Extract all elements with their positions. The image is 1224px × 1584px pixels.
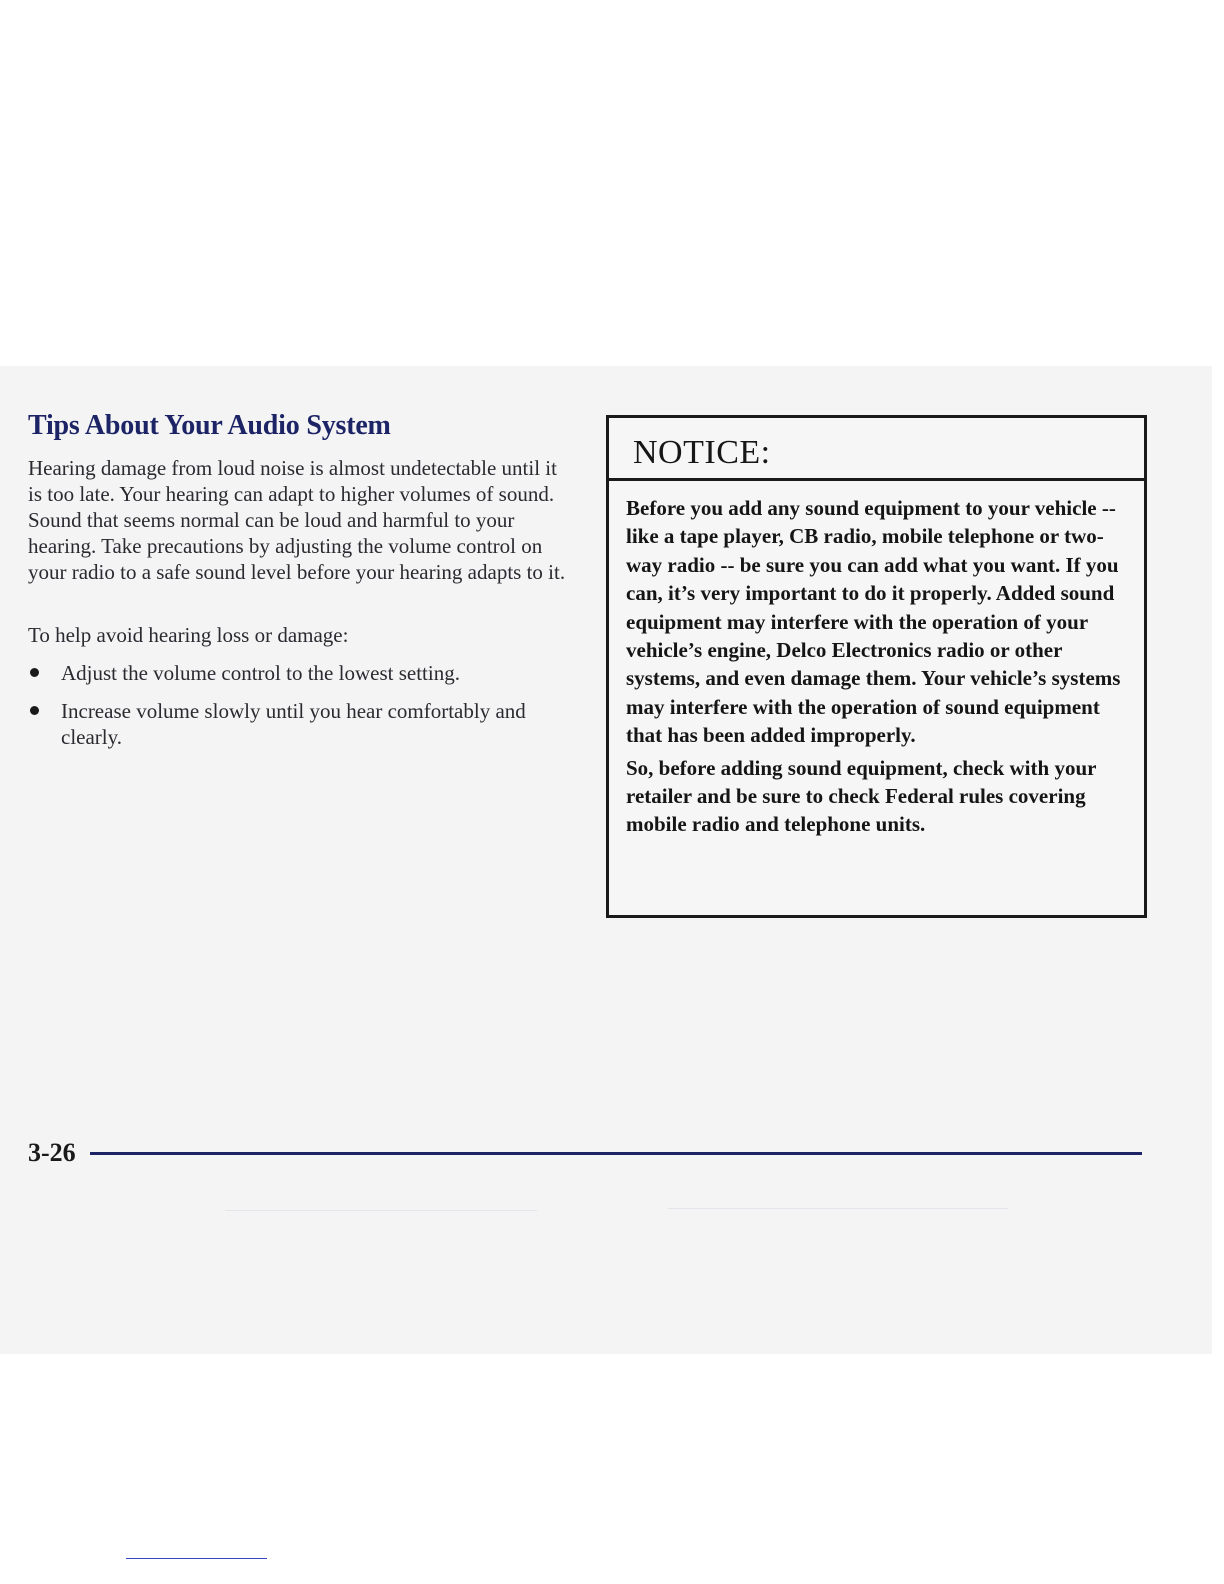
notice-header	[609, 418, 1144, 481]
bullet-lead-in: To help avoid hearing loss or damage:	[28, 623, 349, 647]
notice-paragraph: Before you add any sound equipment to your vehicle -- like a tape player, CB radio, mobile telephone or two-way radio -- be sure you can add what you want. If you can, it’s very important to do it properly. Added sound equipment may interfere with the operation of your vehicle’s engine, Delco Electronics radio or other systems, and even damage them. Your vehicle’s systems may interfere with the operation of sound equipment that has been added improperly.	[626, 496, 1121, 748]
notice-title: NOTICE:	[633, 434, 771, 471]
bullet-icon	[30, 706, 39, 715]
bottom-underline	[126, 1558, 267, 1559]
tips-list	[28, 660, 568, 762]
notice-box	[606, 415, 1147, 918]
list-item-text: Increase volume slowly until you hear comfortably and clearly.	[61, 699, 526, 749]
faint-divider	[225, 1210, 537, 1211]
list-item	[28, 660, 568, 686]
notice-paragraph: So, before adding sound equipment, check with your retailer and be sure to check Federal rules covering mobile radio and telephone units.	[626, 755, 1097, 837]
faint-divider	[668, 1208, 1008, 1209]
page-number: 3-26	[28, 1138, 76, 1167]
notice-body	[609, 481, 1144, 839]
section-title: Tips About Your Audio System	[28, 410, 391, 441]
footer-rule	[90, 1152, 1142, 1155]
list-item	[28, 698, 568, 750]
list-item-text: Adjust the volume control to the lowest setting.	[61, 661, 460, 685]
intro-paragraph: Hearing damage from loud noise is almost undetectable until it is too late. Your hearing can adapt to higher volumes of sound. Sound that seems normal can be loud and harmful to your hearing. Take precautions by adjusting the volume control on your radio to a safe sound level before your hearing adapts to it.	[28, 456, 566, 584]
bullet-icon	[30, 668, 39, 677]
